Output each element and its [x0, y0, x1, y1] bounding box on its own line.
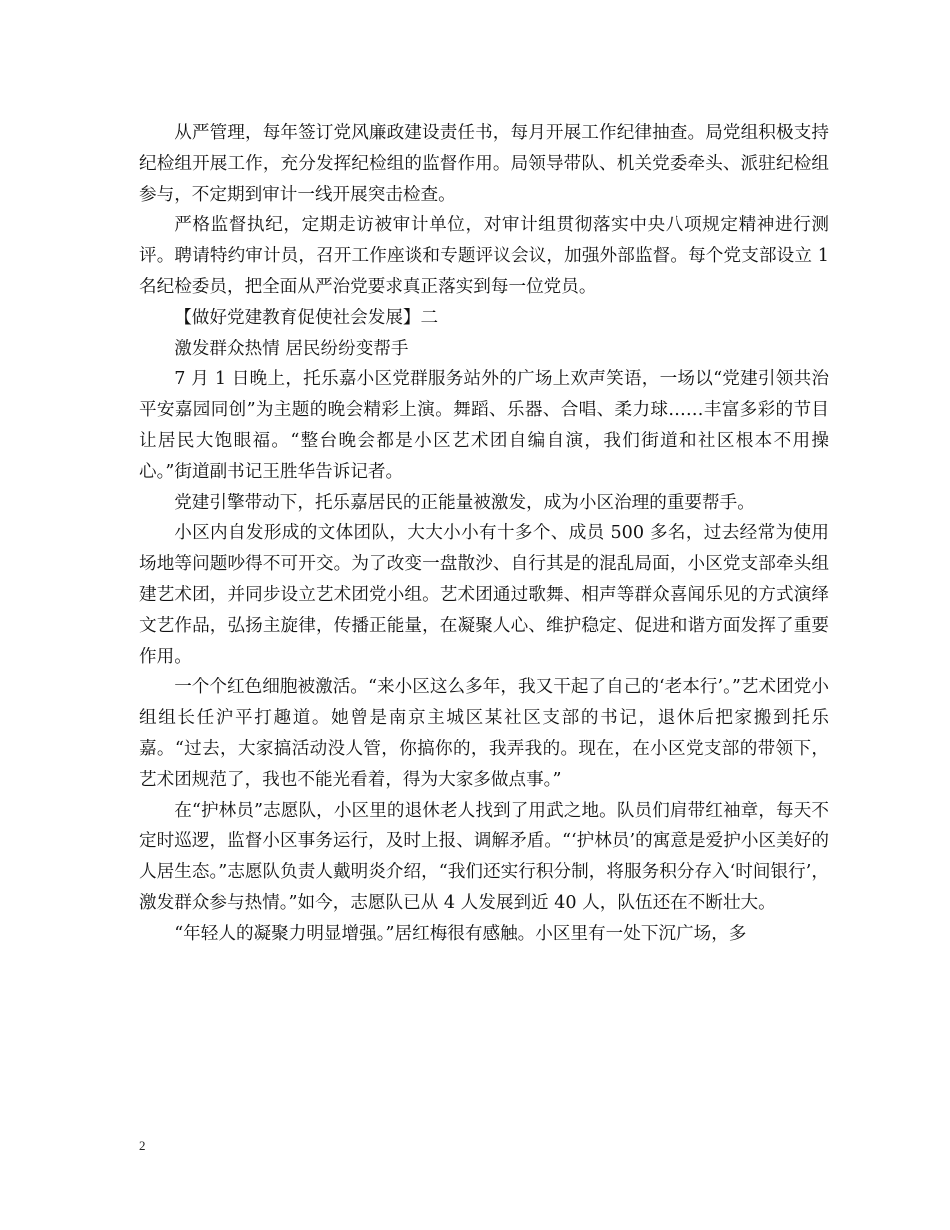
paragraph-8: “年轻人的凝聚力明显增强。”居红梅很有感触。小区里有一处下沉广场，多: [174, 923, 747, 944]
paragraph-4: 党建引擎带动下，托乐嘉居民的正能量被激发，成为小区治理的重要帮手。: [174, 492, 755, 513]
paragraph-1: 从严管理，每年签订党风廉政建设责任书，每月开展工作纪律抽查。局党组积极支持纪检组开展工作，充分发挥纪检组的监督作用。局领导带队、机关党委牵头、派驻纪检组参与，不定期到审计一线开展突击检查。: [139, 123, 829, 205]
paragraph-5: 小区内自发形成的文体团队，大大小小有十多个、成员 500 多名，过去经常为使用场地等问题吵得不可开交。为了改变一盘散沙、自行其是的混乱局面，小区党支部牵头组建艺术团，并同步设立艺术团党小组。艺术团通过歌舞、相声等群众喜闻乐见的方式演绎文艺作品，弘扬主旋律，传播正能量，在凝聚人心、维护稳定、促进和谐方面发挥了重要作用。: [139, 523, 829, 667]
section-title: 【做好党建教育促使社会发展】二: [174, 307, 439, 328]
paragraph-7: 在“护林员”志愿队，小区里的退休老人找到了用武之地。队员们肩带红袖章，每天不定时巡逻，监督小区事务运行，及时上报、调解矛盾。“‘护林员’的寓意是爱护小区美好的人居生态。”志愿队负责人戴明炎介绍，“我们还实行积分制，将服务积分存入‘时间银行’，激发群众参与热情。”如今，志愿队已从 4 人发展到近 40 人，队伍还在不断壮大。: [139, 800, 829, 913]
page-number: 2: [139, 1138, 146, 1153]
paragraph-6: 一个个红色细胞被激活。“来小区这么多年，我又干起了自己的‘老本行’。”艺术团党小组组长任沪平打趣道。她曾是南京主城区某社区支部的书记，退休后把家搬到托乐嘉。“过去，大家搞活动没人管，你搞你的，我弄我的。现在，在小区党支部的带领下，艺术团规范了，我也不能光看着，得为大家多做点事。”: [139, 677, 829, 790]
paragraph-2: 严格监督执纪，定期走访被审计单位，对审计组贯彻落实中央八项规定精神进行测评。聘请特约审计员，召开工作座谈和专题评议会议，加强外部监督。每个党支部设立 1 名纪检委员，把全面从严治党要求真正落实到每一位党员。: [139, 215, 829, 297]
document-body: [139, 118, 829, 950]
paragraph-3: 7 月 1 日晚上，托乐嘉小区党群服务站外的广场上欢声笑语，一场以“党建引领共治 平安嘉园同创”为主题的晚会精彩上演。舞蹈、乐器、合唱、柔力球……丰富多彩的节目让居民大饱眼福。“整台晚会都是小区艺术团自编自演，我们街道和社区根本不用操心。”街道副书记王胜华告诉记者。: [139, 369, 829, 482]
section-subtitle: 激发群众热情 居民纷纷变帮手: [174, 338, 409, 359]
